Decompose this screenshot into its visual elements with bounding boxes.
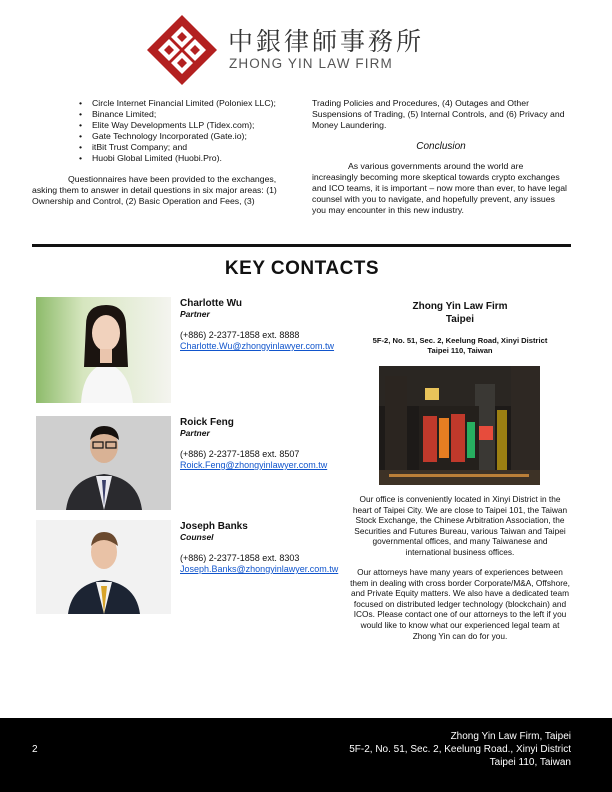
taipei-night-photo	[379, 366, 540, 485]
contact-phone: (+886) 2-2377-1858 ext. 8507	[180, 449, 300, 459]
contact-name: Roick Feng	[180, 417, 234, 428]
footer-line: 5F-2, No. 51, Sec. 2, Keelung Road., Xinyi District	[349, 744, 571, 755]
contact-joseph-banks	[180, 521, 370, 575]
footer-line: Taipei 110, Taiwan	[489, 757, 571, 768]
contact-email-link[interactable]: Roick.Feng@zhongyinlawyer.com.tw	[180, 460, 328, 470]
article-left-column	[32, 98, 297, 207]
contact-roick-feng	[180, 417, 370, 471]
charlotte-wu-photo	[36, 297, 171, 403]
office-address-line: Taipei 110, Taiwan	[427, 345, 493, 355]
list-item: • itBit Trust Company; and	[92, 142, 297, 153]
exchange-list	[92, 98, 297, 164]
contact-name: Joseph Banks	[180, 521, 248, 532]
contact-role: Partner	[180, 309, 210, 319]
joseph-banks-photo	[36, 520, 171, 614]
conclusion-paragraph: As various governments around the world are increasingly becoming more skeptical towards crypto exchanges and ICO teams, it is important – now more than ever, to have legal counsel with you to navigate, and hopefully prevent, any issues you may encounter in this new industry.	[312, 161, 567, 215]
list-item: • Elite Way Developments LLP (Tidex.com);	[92, 120, 297, 131]
office-description: Our office is conveniently located in Xinyi District in the heart of Taipei City. We are close to Taipei 101, the Taiwan Stock Exchange, the Chinese Arbitration Association, the Securities and Futures Bureau, various Taiwan and Taipei governmental offices, and many Taiwanese and international business offices.	[352, 494, 568, 557]
list-item: • Gate Technology Incorporated (Gate.io);	[92, 131, 297, 142]
contact-email-link[interactable]: Charlotte.Wu@zhongyinlawyer.com.tw	[180, 341, 335, 351]
page-number: 2	[32, 744, 38, 755]
continued-paragraph: Trading Policies and Procedures, (4) Outages and Other Suspensions of Trading, (5) Internal Controls, and (6) Privacy and Money Laundering.	[312, 98, 565, 130]
diamond-lattice-logo-icon	[146, 14, 218, 86]
section-divider	[32, 244, 571, 247]
contact-charlotte-wu	[180, 298, 370, 352]
contact-email-link[interactable]: Joseph.Banks@zhongyinlawyer.com.tw	[180, 564, 339, 574]
firm-name-chinese: 中銀律師事務所	[228, 27, 425, 56]
firm-name-english: ZHONG YIN LAW FIRM	[229, 56, 393, 71]
contact-phone: (+886) 2-2377-1858 ext. 8888	[180, 330, 300, 340]
article-right-column	[312, 98, 570, 216]
office-heading	[350, 300, 570, 326]
team-description: Our attorneys have many years of experiences between them in dealing with cross border Corporate/M&A, Offshore, and Private Equity matters. We also have a dedicated team focused on distributed ledger technology (blockchain) and ICOs. Please contact one of our attorneys to the left if you would like to know what our experienced legal team at Zhong Yin can do for you.	[350, 567, 570, 641]
contact-name: Charlotte Wu	[180, 298, 243, 309]
questionnaire-paragraph: Questionnaires have been provided to the exchanges, asking them to answer in detail questions in six major areas: (1) Ownership and Control, (2) Basic Operation and Fees, (3)	[32, 174, 277, 206]
footer-address	[349, 730, 571, 769]
contact-role: Partner	[180, 428, 210, 438]
contact-role: Counsel	[180, 532, 214, 542]
section-title: KEY CONTACTS	[224, 258, 380, 279]
office-address-line: 5F-2, No. 51, Sec. 2, Keelung Road, Xinyi District	[372, 336, 548, 345]
list-item: • Circle Internet Financial Limited (Poloniex LLC);	[92, 98, 297, 109]
office-firm-name: Zhong Yin Law Firm	[412, 301, 508, 312]
contact-phone: (+886) 2-2377-1858 ext. 8303	[180, 553, 300, 563]
list-item: • Huobi Global Limited (Huobi.Pro).	[92, 153, 297, 164]
office-address	[350, 336, 570, 355]
office-city: Taipei	[445, 314, 475, 325]
page-footer	[0, 718, 612, 792]
conclusion-heading: Conclusion	[416, 141, 466, 152]
list-item: • Binance Limited;	[92, 109, 297, 120]
roick-feng-photo	[36, 416, 171, 510]
footer-line: Zhong Yin Law Firm, Taipei	[450, 731, 571, 742]
